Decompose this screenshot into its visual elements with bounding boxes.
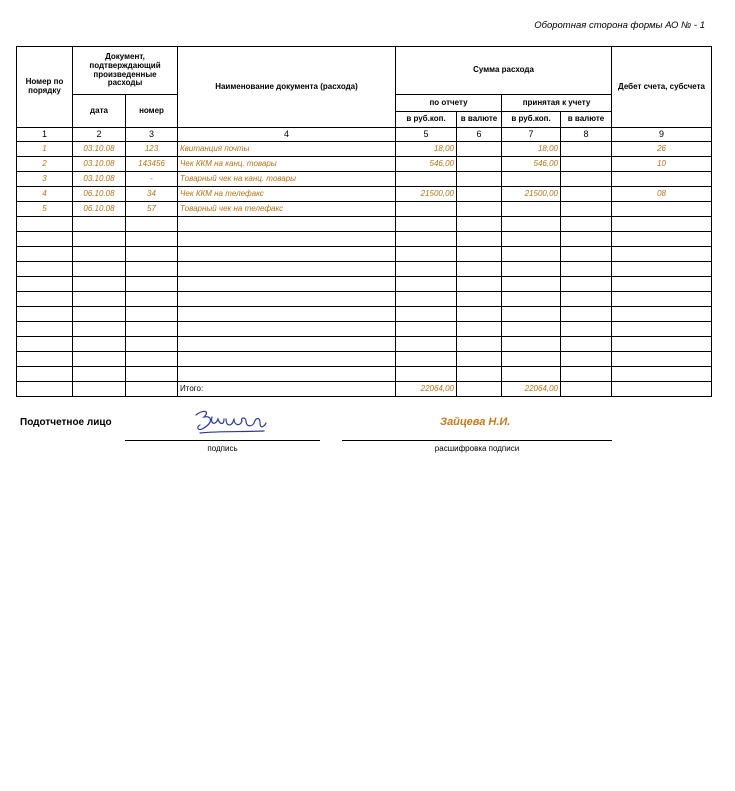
cell-empty [126,337,178,352]
empty-row [17,352,712,367]
cell-empty [73,382,126,397]
cell-empty [73,337,126,352]
header-doc-number: номер [126,95,178,128]
cell-empty [126,217,178,232]
empty-row [17,232,712,247]
total-row [17,382,712,397]
cell-empty [17,232,73,247]
cell-accepted-currency [561,142,612,157]
cell-empty [178,307,396,322]
cell-report-rub [396,202,457,217]
cell-empty [126,382,178,397]
cell-empty [178,352,396,367]
cell-empty [126,352,178,367]
cell-empty [612,382,712,397]
header-accepted-rub: в руб.коп. [502,112,561,128]
cell-doc-number: 123 [126,142,178,157]
cell-accepted-currency [561,157,612,172]
cell-empty [457,322,502,337]
cell-report-currency [457,142,502,157]
cell-empty [502,367,561,382]
cell-empty [561,382,612,397]
cell-empty [612,232,712,247]
cell-empty [73,277,126,292]
cell-empty [73,322,126,337]
cell-report-rub: 546,00 [396,157,457,172]
cell-empty [126,307,178,322]
empty-row [17,217,712,232]
cell-empty [502,262,561,277]
cell-debit: 26 [612,142,712,157]
cell-empty [396,352,457,367]
cell-doc-number: 57 [126,202,178,217]
cell-empty [126,277,178,292]
cell-empty [457,367,502,382]
cell-empty [502,277,561,292]
table-row [17,172,712,187]
cell-empty [457,352,502,367]
cell-report-rub [396,172,457,187]
header-debit: Дебет счета, субсчета [612,47,712,128]
cell-empty [612,292,712,307]
empty-row [17,277,712,292]
cell-empty [502,337,561,352]
table-row [17,202,712,217]
empty-row [17,322,712,337]
cell-empty [73,352,126,367]
cell-doc-number: 143456 [126,157,178,172]
cell-row-number: 3 [17,172,73,187]
header-date: дата [73,95,126,128]
cell-empty [17,292,73,307]
cell-empty [502,232,561,247]
cell-empty [612,322,712,337]
cell-empty [396,262,457,277]
column-number: 5 [396,128,457,142]
cell-empty [178,337,396,352]
total-label: Итого: [178,382,396,397]
cell-accepted-rub: 18,00 [502,142,561,157]
cell-empty [178,367,396,382]
cell-empty [612,352,712,367]
cell-empty [396,232,457,247]
cell-empty [502,217,561,232]
cell-empty [561,337,612,352]
cell-empty [17,247,73,262]
column-number: 1 [17,128,73,142]
cell-empty [73,247,126,262]
cell-empty [561,232,612,247]
cell-doc-name: Чек ККМ на телефакс [178,187,396,202]
column-number: 8 [561,128,612,142]
column-number: 6 [457,128,502,142]
cell-accepted-currency [561,187,612,202]
cell-empty [457,277,502,292]
signature-line [125,440,320,441]
name-line [342,440,612,441]
cell-debit: 08 [612,187,712,202]
cell-report-currency [457,187,502,202]
cell-empty [178,232,396,247]
cell-empty [126,292,178,307]
cell-date: 03.10.08 [73,172,126,187]
cell-empty [396,307,457,322]
cell-empty [126,247,178,262]
total-report-rub: 22064,00 [396,382,457,397]
cell-empty [178,322,396,337]
cell-empty [73,367,126,382]
cell-empty [612,337,712,352]
cell-empty [17,352,73,367]
empty-row [17,247,712,262]
cell-row-number: 5 [17,202,73,217]
cell-empty [17,382,73,397]
cell-empty [396,247,457,262]
cell-debit: 10 [612,157,712,172]
cell-empty [457,217,502,232]
column-number: 7 [502,128,561,142]
signature-decoded-name: Зайцева Н.И. [440,416,511,428]
form-title: Оборотная сторона формы АО № - 1 [534,20,705,31]
cell-empty [73,262,126,277]
empty-row [17,307,712,322]
cell-empty [126,322,178,337]
header-document: Документ, подтверждающий произведенные расходы [73,47,178,95]
cell-empty [502,247,561,262]
cell-report-rub: 18,00 [396,142,457,157]
header-accepted-currency: в валюте [561,112,612,128]
cell-empty [73,307,126,322]
cell-report-currency [457,172,502,187]
cell-empty [457,232,502,247]
cell-accepted-rub [502,172,561,187]
cell-row-number: 1 [17,142,73,157]
name-caption: расшифровка подписи [434,444,520,453]
header-per-report: по отчету [396,95,502,112]
cell-empty [561,307,612,322]
cell-empty [561,247,612,262]
cell-report-currency [457,157,502,172]
cell-empty [502,352,561,367]
cell-doc-name: Товарный чек на телефакс [178,202,396,217]
cell-empty [17,337,73,352]
cell-empty [17,217,73,232]
cell-empty [178,217,396,232]
cell-accepted-currency [561,202,612,217]
total-accepted-rub: 22064,00 [502,382,561,397]
cell-empty [457,262,502,277]
cell-report-currency [457,202,502,217]
column-number: 2 [73,128,126,142]
cell-row-number: 4 [17,187,73,202]
cell-empty [612,262,712,277]
cell-accepted-rub [502,202,561,217]
cell-empty [612,277,712,292]
cell-empty [612,307,712,322]
header-report-rub: в руб.коп. [396,112,457,128]
cell-empty [561,292,612,307]
cell-report-rub: 21500,00 [396,187,457,202]
cell-doc-number: 34 [126,187,178,202]
cell-date: 03.10.08 [73,157,126,172]
cell-accepted-rub: 546,00 [502,157,561,172]
cell-empty [396,337,457,352]
empty-row [17,337,712,352]
cell-empty [178,262,396,277]
cell-debit [612,172,712,187]
cell-empty [561,352,612,367]
cell-empty [73,217,126,232]
cell-empty [612,367,712,382]
cell-doc-name: Квитанция почты [178,142,396,157]
cell-empty [561,217,612,232]
cell-empty [502,292,561,307]
accountable-person-label: Подотчетное лицо [20,417,112,428]
header-row-number: Номер по порядку [17,47,73,128]
signature-caption: подпись [207,444,238,453]
cell-empty [457,337,502,352]
cell-empty [457,292,502,307]
column-number: 4 [178,128,396,142]
cell-empty [396,322,457,337]
cell-date: 06.10.08 [73,187,126,202]
table-row [17,157,712,172]
cell-row-number: 2 [17,157,73,172]
cell-empty [17,307,73,322]
cell-empty [457,307,502,322]
column-number: 3 [126,128,178,142]
cell-empty [612,217,712,232]
empty-row [17,292,712,307]
cell-empty [502,307,561,322]
cell-empty [17,262,73,277]
cell-empty [73,232,126,247]
cell-empty [17,277,73,292]
cell-doc-name: Чек ККМ на канц. товары [178,157,396,172]
table-row [17,142,712,157]
cell-empty [561,262,612,277]
cell-empty [396,292,457,307]
cell-empty [17,367,73,382]
header-accepted: принятая к учету [502,95,612,112]
cell-empty [457,382,502,397]
expense-table [16,46,712,397]
cell-empty [178,277,396,292]
cell-empty [73,292,126,307]
cell-empty [612,247,712,262]
column-number-row [17,128,712,142]
cell-empty [396,367,457,382]
cell-empty [126,367,178,382]
cell-empty [126,262,178,277]
cell-empty [502,322,561,337]
cell-empty [17,322,73,337]
cell-doc-name: Товарный чек на канц. товары [178,172,396,187]
empty-row [17,262,712,277]
header-report-currency: в валюте [457,112,502,128]
cell-empty [457,247,502,262]
column-number: 9 [612,128,712,142]
handwritten-signature [190,405,270,437]
cell-empty [396,277,457,292]
header-sum: Сумма расхода [396,47,612,95]
cell-accepted-rub: 21500,00 [502,187,561,202]
cell-empty [561,277,612,292]
cell-empty [178,292,396,307]
cell-doc-number: - [126,172,178,187]
cell-empty [126,232,178,247]
cell-date: 03.10.08 [73,142,126,157]
cell-empty [561,367,612,382]
cell-empty [561,322,612,337]
cell-debit [612,202,712,217]
header-document-name: Наименование документа (расхода) [178,47,396,128]
table-row [17,187,712,202]
empty-row [17,367,712,382]
cell-accepted-currency [561,172,612,187]
cell-date: 06.10.08 [73,202,126,217]
cell-empty [178,247,396,262]
cell-empty [396,217,457,232]
